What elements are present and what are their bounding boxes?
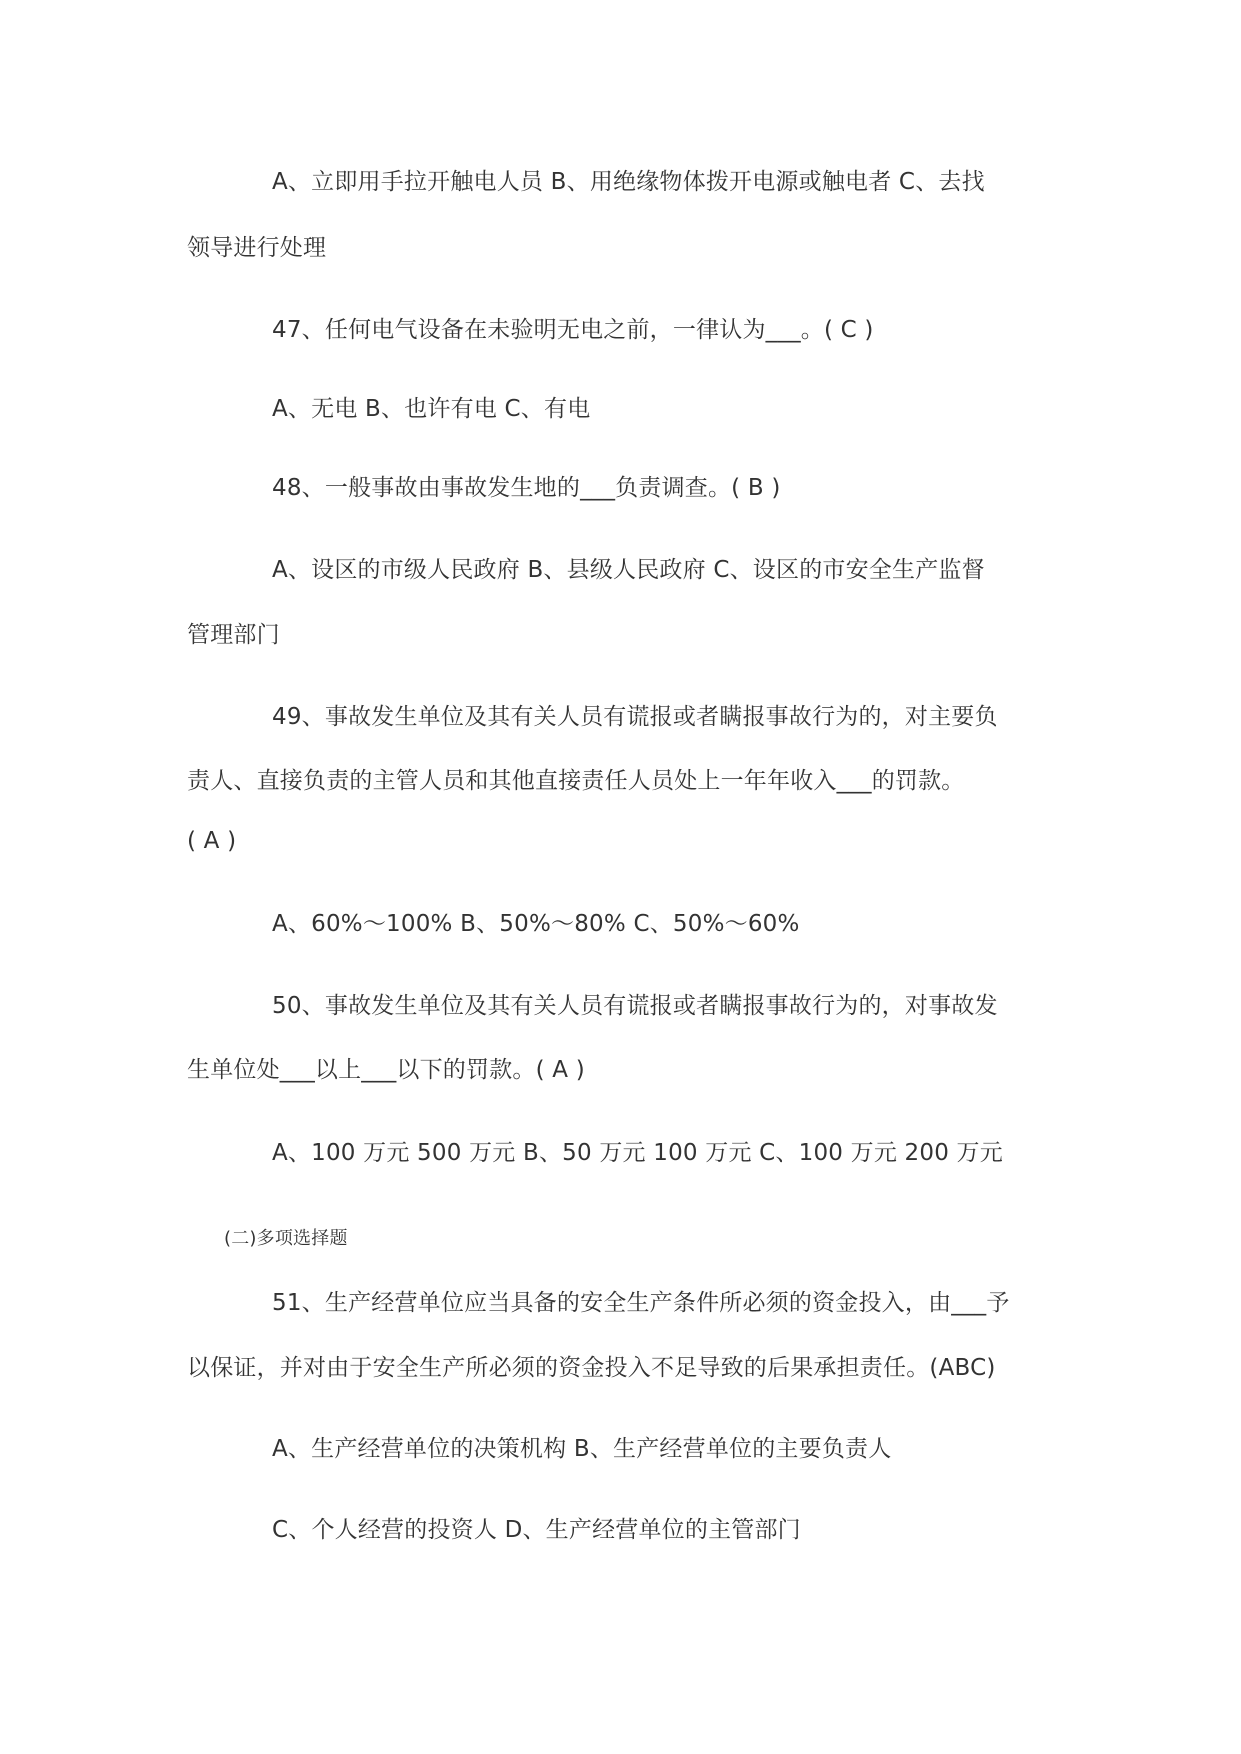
q49-options: A、60%～100% B、50%～80% C、50%～60% (272, 911, 800, 937)
q51-options-line-2: C、个人经营的投资人 D、生产经营单位的主管部门 (272, 1517, 801, 1543)
q49-question-line-2: 责人、直接负责的主管人员和其他直接责任人员处上一年年收入___的罚款。 (187, 768, 965, 794)
q48-options-line-2: 管理部门 (187, 622, 280, 648)
q46-options-line-2: 领导进行处理 (187, 235, 327, 261)
q51-question-line-2: 以保证，并对由于安全生产所必须的资金投入不足导致的后果承担责任。(ABC) (187, 1355, 996, 1381)
q47-options: A、无电 B、也许有电 C、有电 (272, 396, 591, 422)
q49-answer: ( A ) (187, 828, 237, 854)
q46-options-line-1: A、立即用手拉开触电人员 B、用绝缘物体拨开电源或触电者 C、去找 (272, 169, 985, 195)
q50-question-line-2: 生单位处___以上___以下的罚款。( A ) (187, 1057, 585, 1083)
q47-question: 47、任何电气设备在未验明无电之前，一律认为___。( C ) (272, 317, 874, 343)
q51-question-line-1: 51、生产经营单位应当具备的安全生产条件所必须的资金投入，由___予 (272, 1290, 1010, 1316)
q50-options: A、100 万元 500 万元 B、50 万元 100 万元 C、100 万元 200 万元 (272, 1140, 1003, 1166)
q48-options-line-1: A、设区的市级人民政府 B、县级人民政府 C、设区的市安全生产监督 (272, 557, 985, 583)
q50-question-line-1: 50、事故发生单位及其有关人员有谎报或者瞒报事故行为的，对事故发 (272, 993, 998, 1019)
q49-question-line-1: 49、事故发生单位及其有关人员有谎报或者瞒报事故行为的，对主要负 (272, 704, 998, 730)
q48-question: 48、一般事故由事故发生地的___负责调查。( B ) (272, 475, 781, 501)
section-heading-multiple-choice: (二)多项选择题 (224, 1228, 348, 1249)
q51-options-line-1: A、生产经营单位的决策机构 B、生产经营单位的主要负责人 (272, 1436, 892, 1462)
